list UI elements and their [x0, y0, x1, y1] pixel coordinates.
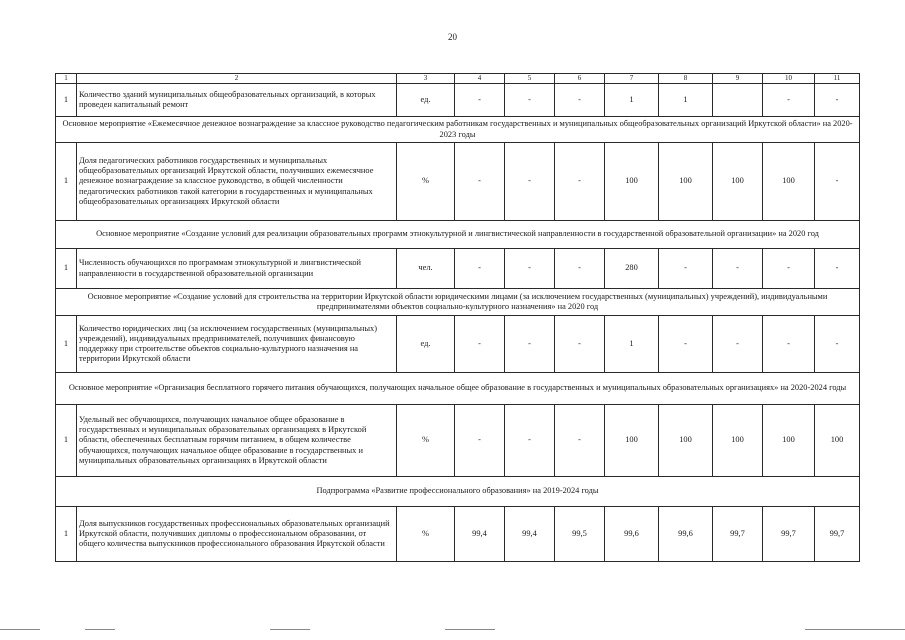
section-row — [56, 221, 860, 249]
header-cell: 4 — [455, 74, 505, 84]
value-cell: - — [555, 316, 605, 373]
table-header-row — [56, 74, 860, 84]
value-cell: 99,6 — [605, 507, 659, 562]
value-cell: - — [815, 249, 860, 289]
value-cell — [713, 84, 763, 117]
indicator-name: Численность обучающихся по программам этнокультурной и лингвистической направленности в государственной образовательной организации — [77, 249, 397, 289]
value-cell: - — [455, 143, 505, 221]
value-cell: 100 — [815, 405, 860, 477]
value-cell: 280 — [605, 249, 659, 289]
value-cell: 99,6 — [659, 507, 713, 562]
value-cell: 99,5 — [555, 507, 605, 562]
value-cell: 1 — [659, 84, 713, 117]
header-cell: 6 — [555, 74, 605, 84]
value-cell: - — [763, 249, 815, 289]
value-cell: - — [555, 405, 605, 477]
unit-cell: чел. — [397, 249, 455, 289]
value-cell: 100 — [713, 143, 763, 221]
value-cell: 100 — [763, 143, 815, 221]
value-cell: - — [659, 249, 713, 289]
unit-cell: % — [397, 507, 455, 562]
indicator-name: Удельный вес обучающихся, получающих начальное общее образование в государственных и муниципальных образовательных организациях в Иркутской области, обеспеченных бесплатным горячим питанием, в общем количестве обучающихся, получающих начальное общее образование в государственных и муниципальных образовательных организациях в Иркутской области — [77, 405, 397, 477]
indicator-row — [56, 143, 860, 221]
section-row — [56, 373, 860, 405]
indicator-row — [56, 84, 860, 117]
value-cell: 100 — [713, 405, 763, 477]
unit-cell: % — [397, 405, 455, 477]
value-cell: - — [455, 316, 505, 373]
header-cell: 3 — [397, 74, 455, 84]
value-cell: 1 — [605, 316, 659, 373]
row-number: 1 — [56, 316, 77, 373]
header-cell: 2 — [77, 74, 397, 84]
value-cell: 99,4 — [505, 507, 555, 562]
header-cell: 1 — [56, 74, 77, 84]
header-cell: 10 — [763, 74, 815, 84]
row-number: 1 — [56, 143, 77, 221]
value-cell: 100 — [605, 143, 659, 221]
value-cell: - — [713, 316, 763, 373]
value-cell: - — [713, 249, 763, 289]
scan-artifact — [0, 629, 40, 630]
header-cell: 8 — [659, 74, 713, 84]
row-number: 1 — [56, 84, 77, 117]
section-row — [56, 477, 860, 507]
indicator-row — [56, 507, 860, 562]
scan-artifact — [445, 629, 495, 630]
value-cell: 99,4 — [455, 507, 505, 562]
scan-artifact — [805, 629, 905, 630]
value-cell: - — [455, 249, 505, 289]
value-cell: 100 — [763, 405, 815, 477]
indicator-name: Количество зданий муниципальных общеобразовательных организаций, в которых проведен капитальный ремонт — [77, 84, 397, 117]
row-number: 1 — [56, 249, 77, 289]
value-cell: - — [815, 143, 860, 221]
value-cell: 100 — [659, 405, 713, 477]
row-number: 1 — [56, 507, 77, 562]
header-cell: 7 — [605, 74, 659, 84]
value-cell: - — [815, 84, 860, 117]
value-cell: - — [505, 143, 555, 221]
unit-cell: ед. — [397, 84, 455, 117]
indicator-row — [56, 316, 860, 373]
indicator-name: Доля выпускников государственных профессиональных образовательных организаций Иркутской области, получивших дипломы о профессиональном образовании, от общего количества выпускников профессионального образования Иркутской области — [77, 507, 397, 562]
table-body — [56, 74, 860, 562]
value-cell: 100 — [605, 405, 659, 477]
value-cell: - — [505, 405, 555, 477]
section-title: Подпрограмма «Развитие профессионального образования» на 2019-2024 годы — [56, 477, 860, 507]
value-cell: 99,7 — [763, 507, 815, 562]
indicator-name: Количество юридических лиц (за исключением государственных (муниципальных) учреждений), индивидуальных предпринимателей, получивших финансовую поддержку при строительстве объектов социально-культурного назначения на территории Иркутской области — [77, 316, 397, 373]
section-title: Основное мероприятие «Создание условий для строительства на территории Иркутской области юридическими лицами (за исключением государственных (муниципальных) учреждений), индивидуальными предпринимателями объектов социально-культурного назначения» на 2020 год — [56, 289, 860, 316]
indicator-row — [56, 249, 860, 289]
section-title: Основное мероприятие «Создание условий для реализации образовательных программ этнокультурной и лингвистической направленности в государственной образовательной организации» на 2020 год — [56, 221, 860, 249]
section-title: Основное мероприятие «Организация бесплатного горячего питания обучающихся, получающих начальное общее образование в государственных и муниципальных образовательных организациях» на 2020-2024 годы — [56, 373, 860, 405]
row-number: 1 — [56, 405, 77, 477]
value-cell: - — [763, 316, 815, 373]
section-row — [56, 289, 860, 316]
section-title: Основное мероприятие «Ежемесячное денежное вознаграждение за классное руководство педагогическим работникам государственных и муниципальных общеобразовательных организаций Иркутской области» на 2020-2023 годы — [56, 117, 860, 143]
header-cell: 5 — [505, 74, 555, 84]
value-cell: 100 — [659, 143, 713, 221]
header-cell: 9 — [713, 74, 763, 84]
value-cell: 99,7 — [713, 507, 763, 562]
section-row — [56, 117, 860, 143]
value-cell: - — [555, 84, 605, 117]
value-cell: - — [555, 249, 605, 289]
value-cell: - — [763, 84, 815, 117]
indicators-table — [55, 73, 860, 562]
value-cell: - — [505, 249, 555, 289]
value-cell: - — [555, 143, 605, 221]
value-cell: - — [455, 84, 505, 117]
value-cell: - — [659, 316, 713, 373]
value-cell: 1 — [605, 84, 659, 117]
page-number: 20 — [448, 32, 457, 42]
scan-artifact — [270, 629, 310, 630]
unit-cell: % — [397, 143, 455, 221]
header-cell: 11 — [815, 74, 860, 84]
indicator-row — [56, 405, 860, 477]
value-cell: - — [815, 316, 860, 373]
indicator-name: Доля педагогических работников государственных и муниципальных общеобразовательных организаций Иркутской области, получивших ежемесячное денежное вознаграждение за классное руководство, в общей численности педагогических работников такой категории в государственных и муниципальных общеобразовательных организациях Иркутской области — [77, 143, 397, 221]
scan-artifact — [85, 629, 115, 630]
value-cell: - — [505, 316, 555, 373]
unit-cell: ед. — [397, 316, 455, 373]
value-cell: 99,7 — [815, 507, 860, 562]
value-cell: - — [455, 405, 505, 477]
value-cell: - — [505, 84, 555, 117]
